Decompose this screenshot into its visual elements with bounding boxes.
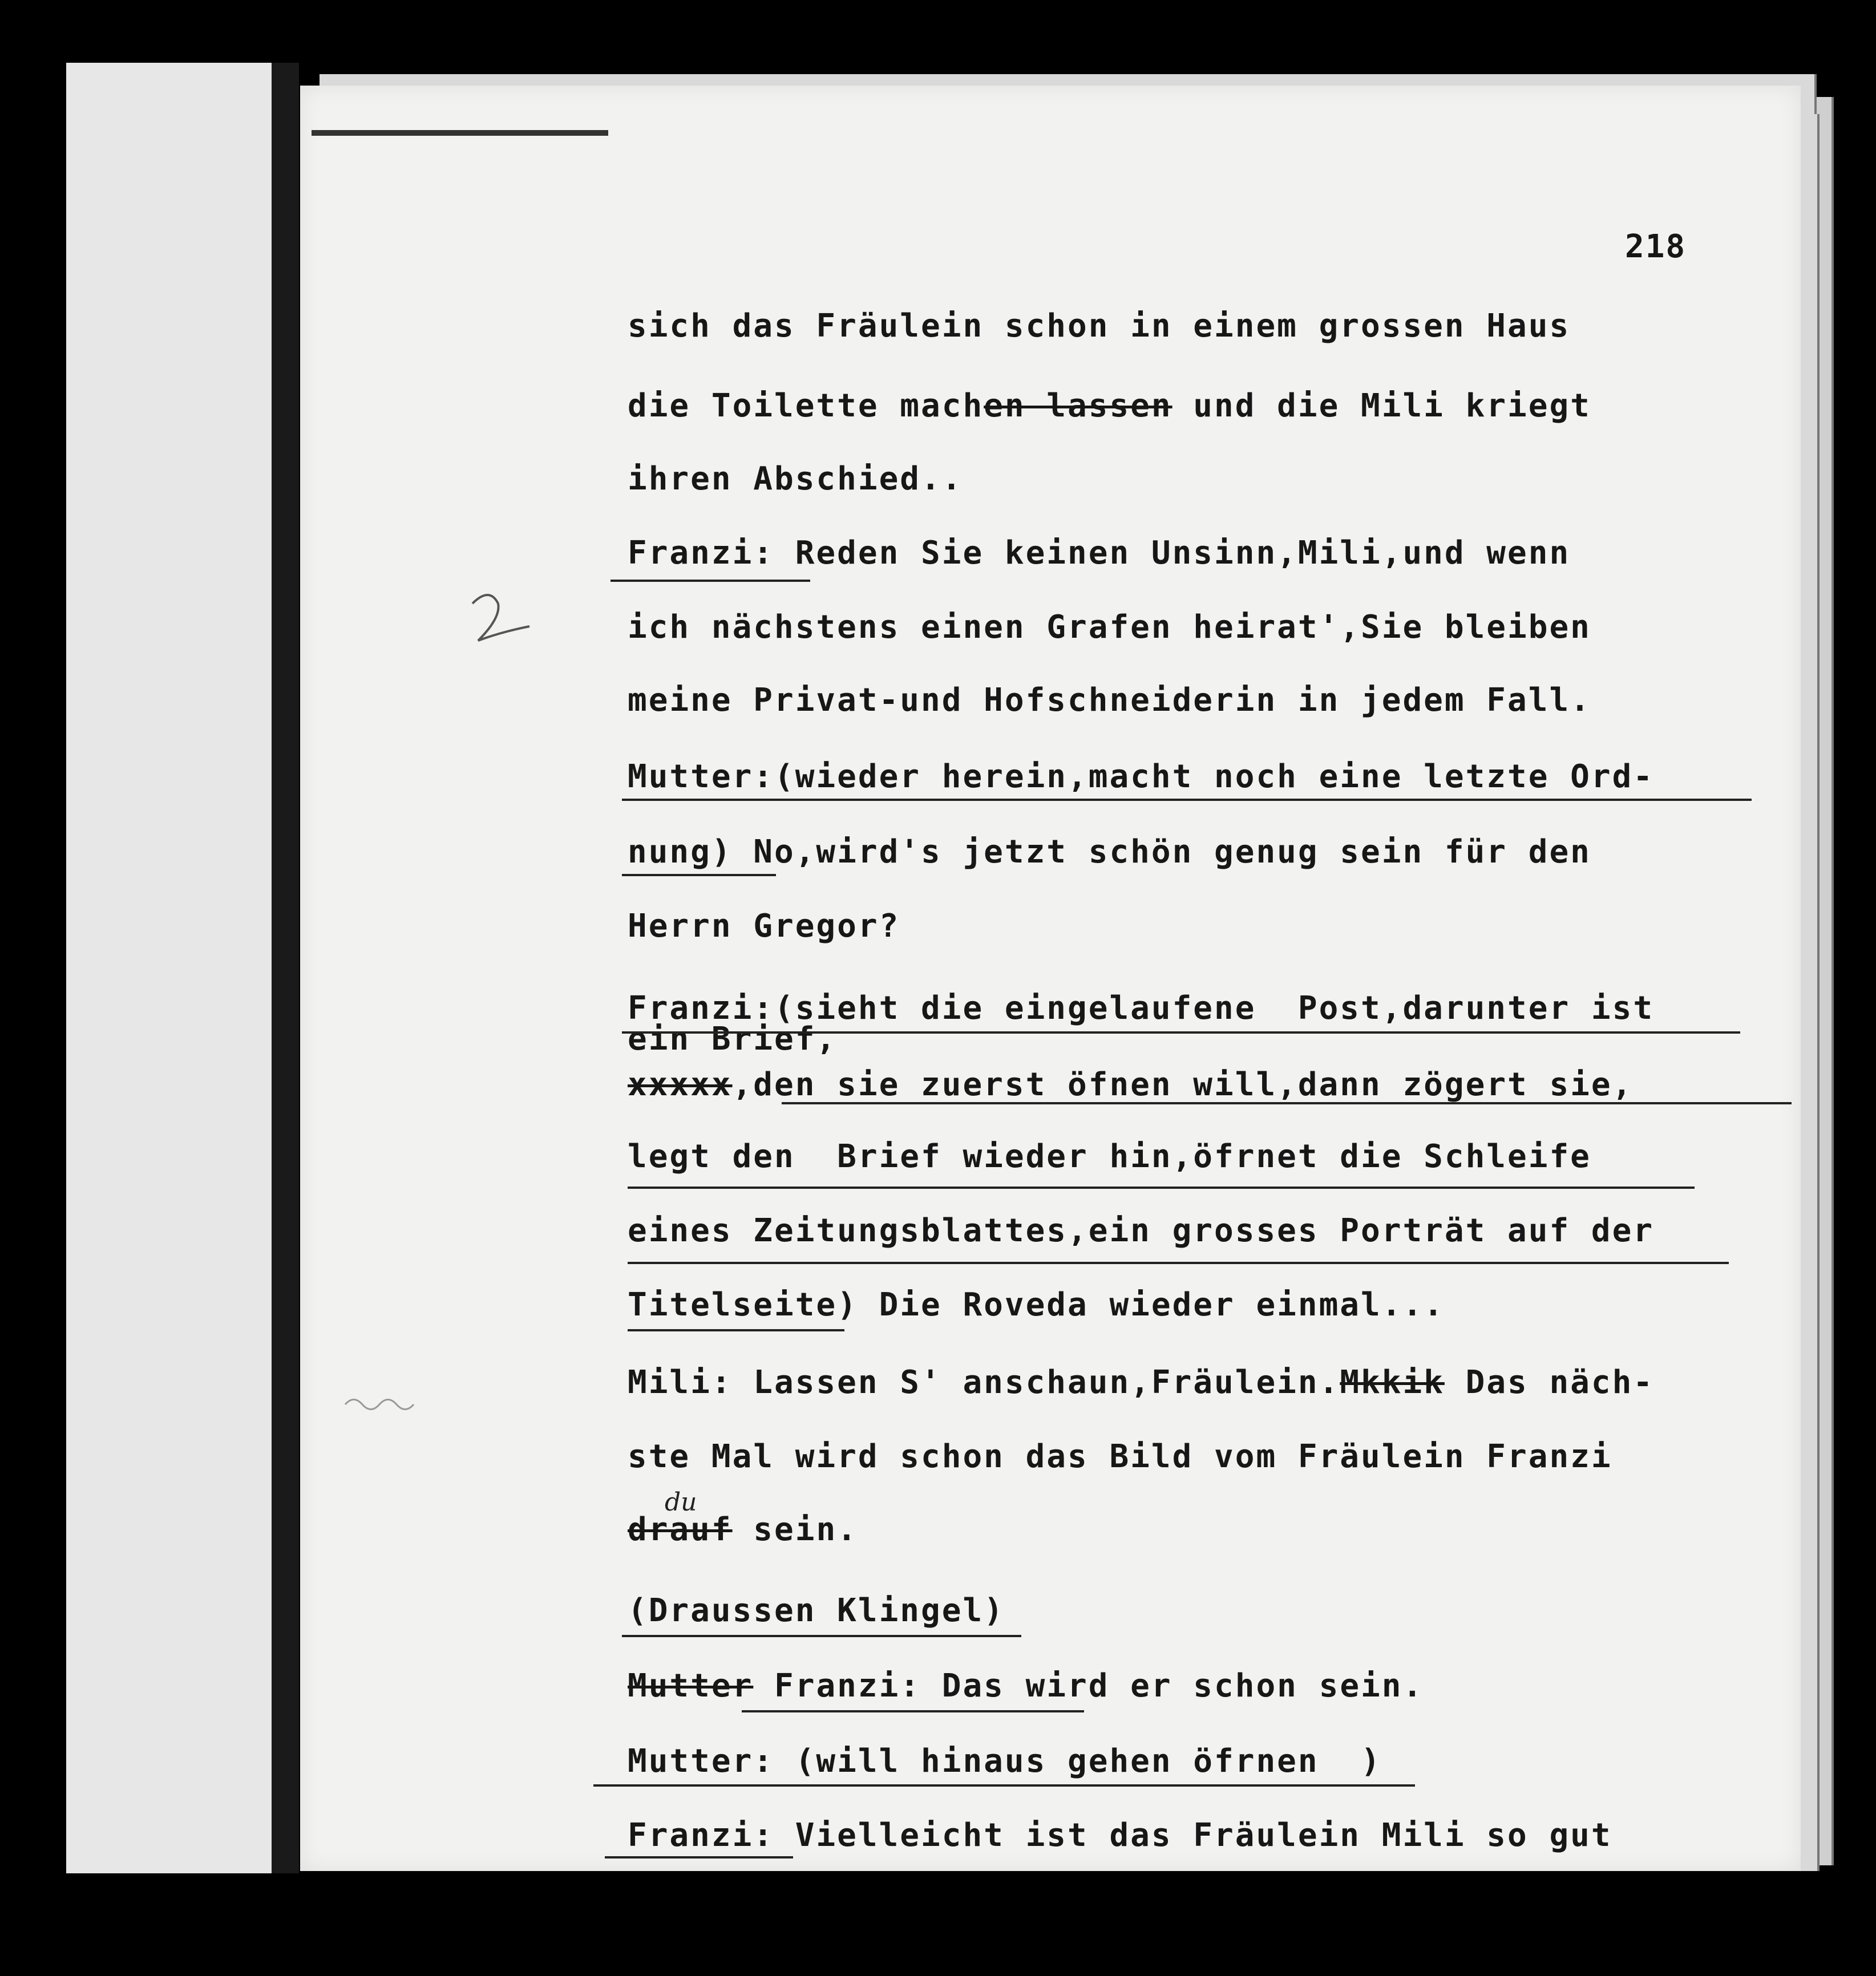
text-line (628, 1213, 1654, 1249)
text-segment: Franzi: Reden Sie keinen Unsinn,Mili,und wenn (628, 535, 1570, 572)
text-line (628, 1817, 1612, 1854)
text-segment: Mutter:(wieder herein,macht noch eine letzte Ord- (628, 758, 1654, 795)
text-line (628, 535, 1570, 572)
underline (742, 1710, 1084, 1712)
struck-text: en lassen (984, 387, 1172, 424)
text-line (628, 1439, 1612, 1475)
text-segment: Franzi: Vielleicht ist das Fräulein Mili so gut (628, 1817, 1612, 1854)
text-segment: Mili: Lassen S' anschaun,Fräulein. (628, 1364, 1340, 1401)
underline (593, 1784, 1415, 1787)
text-line (628, 1743, 1382, 1780)
text-segment: ich nächstens einen Grafen heirat',Sie bleiben (628, 609, 1591, 646)
underline (622, 874, 776, 876)
text-line (628, 609, 1591, 646)
pencil-mark (467, 586, 535, 649)
text-segment: ,den sie zuerst öfnen will,dann zögert sie, (733, 1066, 1634, 1103)
page-top-rule (312, 130, 608, 136)
text-line (628, 308, 1570, 345)
text-line (628, 1593, 1005, 1629)
text-line (628, 1512, 858, 1548)
text-segment: sich das Fräulein schon in einem grossen Haus (628, 307, 1570, 345)
struck-text: Mutter (628, 1667, 753, 1704)
underline (782, 1102, 1792, 1104)
struck-text: xxxxx (628, 1066, 733, 1103)
underline (605, 1856, 793, 1858)
binding-left-page (66, 63, 276, 1873)
text-segment: Titelseite) Die Roveda wieder einmal... (628, 1286, 1445, 1323)
text-line (628, 1067, 1633, 1103)
text-segment: ein Brief, (628, 1021, 837, 1058)
text-line (628, 1287, 1445, 1323)
text-line (628, 461, 963, 497)
text-segment: ihren Abschied.. (628, 460, 963, 497)
text-segment: Mutter: (will hinaus gehen öfrnen ) (628, 1743, 1382, 1780)
text-line (628, 1139, 1591, 1175)
text-segment: nung) No,wird's jetzt schön genug sein für den (628, 833, 1591, 870)
underline (610, 580, 810, 582)
text-segment: Das näch- (1445, 1364, 1654, 1401)
text-segment: ste Mal wird schon das Bild vom Fräulein Franzi (628, 1438, 1612, 1475)
text-segment: Herrn Gregor? (628, 908, 900, 945)
underline (628, 1187, 1695, 1189)
text-segment: Franzi:(sieht die eingelaufene Post,darunter ist (628, 990, 1654, 1027)
text-line (628, 388, 1591, 424)
text-segment: (Draussen Klingel) (628, 1592, 1005, 1629)
text-line (628, 759, 1654, 795)
typescript-page (300, 86, 1801, 1871)
text-line (628, 1021, 837, 1058)
text-segment: meine Privat-und Hofschneiderin in jedem Fall. (628, 682, 1591, 719)
struck-text: drauf (628, 1511, 733, 1548)
underline (622, 1635, 1021, 1637)
struck-text: Mkkik (1340, 1364, 1445, 1401)
text-line (628, 1364, 1654, 1401)
underline (622, 799, 1752, 801)
text-segment: eines Zeitungsblattes,ein grosses Porträt auf der (628, 1212, 1654, 1249)
text-segment: die Toilette mach (628, 387, 984, 424)
underline (628, 1262, 1729, 1264)
text-line (628, 1668, 1424, 1704)
binding-gutter (272, 63, 299, 1873)
underline (622, 1031, 1740, 1034)
text-segment: sein. (733, 1511, 858, 1548)
page-number: 218 (1625, 228, 1686, 265)
text-segment: Franzi: Das wird er schon sein. (753, 1667, 1424, 1704)
text-segment: und die Mili kriegt (1172, 387, 1591, 424)
faint-stamp-mark (342, 1392, 417, 1417)
text-line (628, 682, 1591, 719)
underline (628, 1329, 844, 1331)
text-segment: legt den Brief wieder hin,öfrnet die Schleife (628, 1138, 1591, 1175)
handwritten-insertion: du (665, 1488, 697, 1517)
text-line (628, 908, 900, 945)
text-line (628, 834, 1591, 870)
